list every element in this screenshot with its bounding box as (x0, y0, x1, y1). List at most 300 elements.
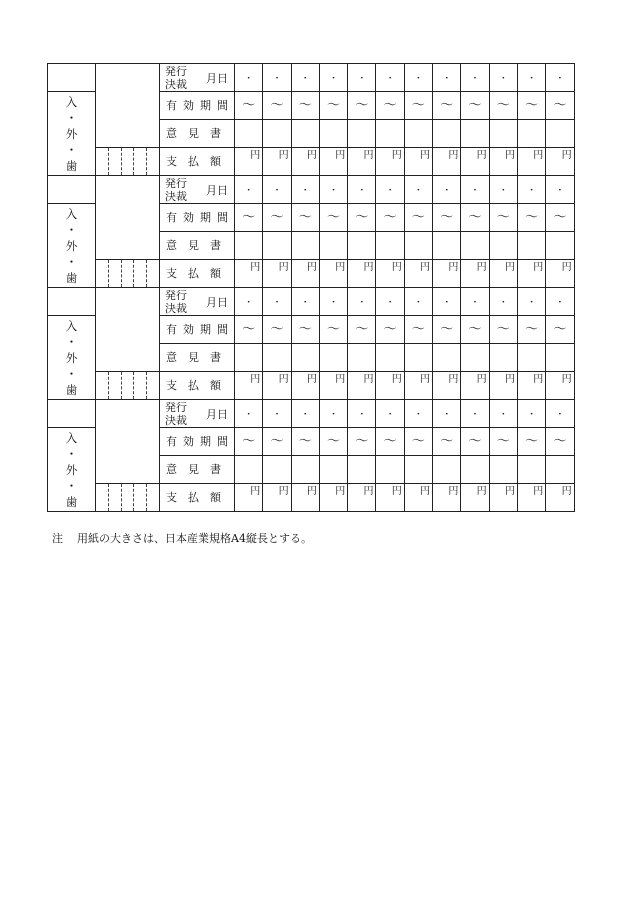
payment-amount-cell[interactable] (348, 484, 376, 512)
period-range-mark: 〜 (553, 98, 567, 113)
issue-date-cell[interactable] (263, 64, 291, 92)
opinion-cell[interactable] (263, 232, 291, 260)
issue-date-cell[interactable] (489, 288, 517, 316)
opinion-cell[interactable] (404, 120, 432, 148)
opinion-cell[interactable] (517, 232, 545, 260)
valid-period-cell[interactable] (291, 316, 319, 344)
date-separator-mark: ・ (413, 185, 423, 196)
payment-amount-cell[interactable] (461, 372, 489, 400)
payment-amount-cell[interactable] (517, 372, 545, 400)
payment-amount-cell[interactable] (348, 372, 376, 400)
valid-period-cell[interactable] (235, 204, 263, 232)
payment-amount-cell[interactable] (319, 260, 347, 288)
payment-amount-cell[interactable] (546, 148, 574, 176)
date-separator-mark: ・ (357, 73, 367, 84)
code-digit-box[interactable] (122, 372, 135, 399)
yen-unit: 円 (250, 262, 261, 273)
date-separator-mark: ・ (329, 73, 339, 84)
yen-unit: 円 (448, 262, 459, 273)
valid-period-cell[interactable] (489, 204, 517, 232)
date-separator-mark: ・ (272, 297, 282, 308)
date-separator-mark: ・ (470, 297, 480, 308)
code-digit-boxes[interactable] (96, 260, 160, 288)
valid-period-cell[interactable] (376, 428, 404, 456)
opinion-cell[interactable] (517, 456, 545, 484)
opinion-label: 意見書 (160, 456, 235, 484)
date-separator-mark: ・ (442, 409, 452, 420)
category-label: 入 ・ 外 ・ 歯 (65, 94, 78, 173)
period-range-mark: 〜 (383, 322, 397, 337)
code-digit-box[interactable] (134, 484, 147, 511)
code-digit-box[interactable] (109, 148, 122, 175)
period-range-mark: 〜 (327, 322, 341, 337)
issue-date-cell[interactable] (319, 400, 347, 428)
opinion-cell[interactable] (291, 120, 319, 148)
valid-period-cell[interactable] (489, 316, 517, 344)
opinion-cell[interactable] (348, 344, 376, 372)
opinion-cell[interactable] (348, 456, 376, 484)
code-digit-box[interactable] (96, 484, 109, 511)
issue-date-cell[interactable] (235, 64, 263, 92)
valid-period-cell[interactable] (376, 316, 404, 344)
issue-date-cell[interactable] (291, 288, 319, 316)
opinion-cell[interactable] (433, 120, 461, 148)
issue-date-cell[interactable] (517, 64, 545, 92)
payment-amount-cell[interactable] (517, 484, 545, 512)
yen-unit: 円 (335, 150, 346, 161)
issue-date-cell[interactable] (263, 176, 291, 204)
code-digit-box[interactable] (147, 148, 159, 175)
code-digit-boxes[interactable] (96, 484, 160, 512)
issue-date-cell[interactable] (348, 64, 376, 92)
date-separator-mark: ・ (527, 73, 537, 84)
valid-period-cell[interactable] (404, 428, 432, 456)
opinion-cell[interactable] (461, 232, 489, 260)
code-digit-boxes[interactable] (96, 372, 160, 400)
payment-amount-cell[interactable] (433, 260, 461, 288)
valid-period-cell[interactable] (319, 428, 347, 456)
payment-amount-cell[interactable] (489, 372, 517, 400)
yen-unit: 円 (335, 262, 346, 273)
opinion-cell[interactable] (404, 456, 432, 484)
opinion-cell[interactable] (235, 232, 263, 260)
valid-period-cell[interactable] (517, 428, 545, 456)
valid-period-cell[interactable] (235, 92, 263, 120)
valid-period-cell[interactable] (263, 428, 291, 456)
valid-period-cell[interactable] (319, 316, 347, 344)
payment-amount-cell[interactable] (235, 260, 263, 288)
payment-amount-cell[interactable] (461, 148, 489, 176)
payment-amount-cell[interactable] (348, 260, 376, 288)
payment-amount-cell[interactable] (319, 372, 347, 400)
opinion-cell[interactable] (517, 120, 545, 148)
payment-amount-cell[interactable] (404, 260, 432, 288)
issue-date-cell[interactable] (489, 176, 517, 204)
issue-date-cell[interactable] (291, 64, 319, 92)
issue-date-cell[interactable] (461, 288, 489, 316)
yen-unit: 円 (250, 150, 261, 161)
issue-date-cell[interactable] (235, 400, 263, 428)
issue-date-cell[interactable] (489, 400, 517, 428)
valid-period-cell[interactable] (263, 204, 291, 232)
valid-period-cell[interactable] (376, 92, 404, 120)
date-separator-mark: ・ (385, 409, 395, 420)
issue-date-cell[interactable] (433, 400, 461, 428)
payment-amount-cell[interactable] (376, 260, 404, 288)
yen-unit: 円 (306, 486, 317, 497)
opinion-cell[interactable] (319, 232, 347, 260)
yen-unit: 円 (504, 262, 515, 273)
period-range-mark: 〜 (496, 210, 510, 225)
issue-date-label (160, 288, 235, 316)
yen-unit: 円 (306, 374, 317, 385)
opinion-cell[interactable] (433, 232, 461, 260)
payment-amount-cell[interactable] (263, 148, 291, 176)
issue-date-cell[interactable] (376, 64, 404, 92)
issue-date-cell[interactable] (404, 400, 432, 428)
payment-amount-cell[interactable] (517, 148, 545, 176)
valid-period-cell[interactable] (517, 316, 545, 344)
valid-period-cell[interactable] (263, 316, 291, 344)
payment-amount-cell[interactable] (376, 148, 404, 176)
issue-date-cell[interactable] (404, 288, 432, 316)
valid-period-cell[interactable] (291, 92, 319, 120)
valid-period-cell[interactable] (348, 428, 376, 456)
opinion-cell[interactable] (291, 344, 319, 372)
yen-unit: 円 (278, 262, 289, 273)
payment-amount-cell[interactable] (376, 372, 404, 400)
date-separator-mark: ・ (244, 409, 254, 420)
valid-period-cell[interactable] (433, 204, 461, 232)
yen-unit: 円 (448, 374, 459, 385)
month-day-label-text: 月日 (206, 408, 228, 421)
valid-period-cell[interactable] (376, 204, 404, 232)
valid-period-cell[interactable] (461, 92, 489, 120)
issue-date-cell[interactable] (319, 64, 347, 92)
payment-amount-cell[interactable] (433, 484, 461, 512)
opinion-cell[interactable] (291, 456, 319, 484)
opinion-cell[interactable] (404, 232, 432, 260)
code-digit-box[interactable] (122, 148, 135, 175)
opinion-cell[interactable] (461, 120, 489, 148)
issue-date-cell[interactable] (376, 288, 404, 316)
payment-amount-cell[interactable] (235, 484, 263, 512)
opinion-cell[interactable] (489, 456, 517, 484)
period-range-mark: 〜 (468, 322, 482, 337)
opinion-cell[interactable] (433, 344, 461, 372)
issue-date-cell[interactable] (319, 176, 347, 204)
period-range-mark: 〜 (383, 98, 397, 113)
yen-unit: 円 (278, 150, 289, 161)
payment-amount-cell[interactable] (461, 484, 489, 512)
yen-unit: 円 (561, 150, 572, 161)
code-digit-box[interactable] (122, 260, 135, 287)
opinion-cell[interactable] (489, 232, 517, 260)
issue-date-cell[interactable] (348, 176, 376, 204)
payment-amount-cell[interactable] (489, 148, 517, 176)
opinion-label: 意見書 (160, 120, 235, 148)
opinion-cell[interactable] (546, 232, 574, 260)
footnote (52, 530, 312, 546)
payment-amount-cell[interactable] (348, 148, 376, 176)
valid-period-cell[interactable] (319, 204, 347, 232)
period-range-mark: 〜 (270, 210, 284, 225)
code-cell (96, 400, 160, 484)
code-digit-box[interactable] (147, 484, 159, 511)
payment-amount-cell[interactable] (489, 260, 517, 288)
code-digit-box[interactable] (122, 484, 135, 511)
payment-amount-cell[interactable] (433, 148, 461, 176)
issue-date-cell[interactable] (461, 64, 489, 92)
opinion-cell[interactable] (263, 456, 291, 484)
date-separator-mark: ・ (300, 297, 310, 308)
code-digit-box[interactable] (147, 372, 159, 399)
opinion-cell[interactable] (546, 120, 574, 148)
issue-date-cell[interactable] (404, 64, 432, 92)
opinion-cell[interactable] (348, 120, 376, 148)
payment-amount-cell[interactable] (404, 148, 432, 176)
code-digit-box[interactable] (96, 148, 109, 175)
code-digit-box[interactable] (96, 260, 109, 287)
valid-period-cell[interactable] (433, 316, 461, 344)
payment-amount-cell[interactable] (291, 372, 319, 400)
period-range-mark: 〜 (270, 434, 284, 449)
valid-period-cell[interactable] (263, 92, 291, 120)
issue-date-cell[interactable] (489, 64, 517, 92)
valid-period-cell[interactable] (517, 204, 545, 232)
category-label: 入 ・ 外 ・ 歯 (65, 318, 78, 397)
payment-amount-cell[interactable] (433, 372, 461, 400)
period-range-mark: 〜 (355, 98, 369, 113)
payment-amount-cell[interactable] (263, 260, 291, 288)
valid-period-cell[interactable] (404, 92, 432, 120)
date-separator-mark: ・ (470, 73, 480, 84)
date-separator-mark: ・ (300, 185, 310, 196)
payment-amount-cell[interactable] (404, 372, 432, 400)
decision-label-text: 決裁 (165, 414, 187, 427)
valid-period-cell[interactable] (461, 428, 489, 456)
yen-unit: 円 (250, 486, 261, 497)
code-digit-box[interactable] (109, 484, 122, 511)
opinion-cell[interactable] (235, 120, 263, 148)
valid-period-cell[interactable] (546, 428, 574, 456)
period-range-mark: 〜 (468, 434, 482, 449)
date-separator-mark: ・ (357, 297, 367, 308)
issue-date-cell[interactable] (517, 176, 545, 204)
yen-unit: 円 (420, 374, 431, 385)
valid-period-label: 有効期間 (160, 428, 235, 456)
valid-period-cell[interactable] (319, 92, 347, 120)
period-range-mark: 〜 (355, 322, 369, 337)
valid-period-cell[interactable] (489, 428, 517, 456)
opinion-cell[interactable] (319, 120, 347, 148)
block-row-payment (48, 484, 575, 512)
issue-date-cell[interactable] (546, 64, 574, 92)
opinion-cell[interactable] (376, 232, 404, 260)
payment-amount-cell[interactable] (489, 484, 517, 512)
issue-date-cell[interactable] (433, 64, 461, 92)
issue-date-cell[interactable] (319, 288, 347, 316)
opinion-cell[interactable] (404, 344, 432, 372)
block-row-payment (48, 148, 575, 176)
period-range-mark: 〜 (525, 322, 539, 337)
issue-date-label-content (160, 400, 234, 427)
issue-date-cell[interactable] (433, 288, 461, 316)
period-range-mark: 〜 (553, 322, 567, 337)
period-range-mark: 〜 (440, 434, 454, 449)
payment-amount-cell[interactable] (404, 484, 432, 512)
payment-record-table (47, 63, 575, 512)
opinion-cell[interactable] (376, 120, 404, 148)
payment-amount-cell[interactable] (517, 260, 545, 288)
code-digit-box[interactable] (109, 372, 122, 399)
valid-period-cell[interactable] (461, 204, 489, 232)
block-row-issue-date (48, 400, 575, 428)
valid-period-cell[interactable] (546, 204, 574, 232)
valid-period-cell[interactable] (404, 204, 432, 232)
opinion-cell[interactable] (461, 456, 489, 484)
yen-unit: 円 (504, 374, 515, 385)
opinion-cell[interactable] (376, 456, 404, 484)
opinion-cell[interactable] (433, 456, 461, 484)
code-digit-boxes[interactable] (96, 148, 160, 176)
code-cell (96, 288, 160, 372)
opinion-cell[interactable] (517, 344, 545, 372)
yen-unit: 円 (533, 486, 544, 497)
code-digit-box[interactable] (147, 260, 159, 287)
payment-amount-cell[interactable] (319, 148, 347, 176)
payment-amount-cell[interactable] (546, 260, 574, 288)
issue-date-cell[interactable] (235, 288, 263, 316)
opinion-cell[interactable] (489, 344, 517, 372)
yen-unit: 円 (504, 150, 515, 161)
issue-date-cell[interactable] (348, 288, 376, 316)
payment-amount-cell[interactable] (461, 260, 489, 288)
opinion-cell[interactable] (489, 120, 517, 148)
valid-period-cell[interactable] (546, 316, 574, 344)
date-separator-mark: ・ (555, 73, 565, 84)
issue-date-cell[interactable] (376, 176, 404, 204)
opinion-cell[interactable] (235, 344, 263, 372)
issue-date-cell[interactable] (461, 176, 489, 204)
payment-amount-cell[interactable] (263, 484, 291, 512)
payment-amount-cell[interactable] (291, 148, 319, 176)
period-range-mark: 〜 (440, 98, 454, 113)
yen-unit: 円 (250, 374, 261, 385)
valid-period-cell[interactable] (291, 428, 319, 456)
decision-label-text: 決裁 (165, 78, 187, 91)
opinion-cell[interactable] (461, 344, 489, 372)
issue-date-cell[interactable] (546, 176, 574, 204)
category-label: 入 ・ 外 ・ 歯 (65, 430, 78, 509)
issue-date-cell[interactable] (404, 176, 432, 204)
period-range-mark: 〜 (383, 434, 397, 449)
issue-date-cell[interactable] (433, 176, 461, 204)
valid-period-cell[interactable] (235, 316, 263, 344)
opinion-cell[interactable] (263, 344, 291, 372)
opinion-cell[interactable] (319, 344, 347, 372)
code-digit-box[interactable] (134, 148, 147, 175)
valid-period-cell[interactable] (546, 92, 574, 120)
valid-period-cell[interactable] (291, 204, 319, 232)
valid-period-cell[interactable] (433, 92, 461, 120)
period-range-mark: 〜 (553, 434, 567, 449)
category-label-cell (48, 428, 96, 512)
date-separator-mark: ・ (413, 73, 423, 84)
issue-date-cell[interactable] (263, 400, 291, 428)
opinion-cell[interactable] (319, 456, 347, 484)
valid-period-cell[interactable] (461, 316, 489, 344)
period-range-mark: 〜 (468, 98, 482, 113)
date-separator-mark: ・ (555, 297, 565, 308)
period-range-mark: 〜 (355, 210, 369, 225)
opinion-cell[interactable] (235, 456, 263, 484)
date-separator-mark: ・ (244, 297, 254, 308)
issue-date-label (160, 64, 235, 92)
valid-period-cell[interactable] (433, 428, 461, 456)
opinion-cell[interactable] (348, 232, 376, 260)
issue-date-cell[interactable] (235, 176, 263, 204)
code-digit-box[interactable] (134, 372, 147, 399)
issue-date-cell[interactable] (517, 288, 545, 316)
month-day-label-text: 月日 (206, 296, 228, 309)
payment-amount-cell[interactable] (235, 148, 263, 176)
period-range-mark: 〜 (411, 322, 425, 337)
issue-date-cell[interactable] (263, 288, 291, 316)
period-range-mark: 〜 (496, 98, 510, 113)
valid-period-cell[interactable] (348, 316, 376, 344)
code-digit-box[interactable] (96, 372, 109, 399)
period-range-mark: 〜 (327, 434, 341, 449)
yen-unit: 円 (504, 486, 515, 497)
issue-date-cell[interactable] (376, 400, 404, 428)
payment-amount-cell[interactable] (291, 484, 319, 512)
yen-unit: 円 (533, 262, 544, 273)
payment-amount-cell[interactable] (263, 372, 291, 400)
date-separator-mark: ・ (413, 297, 423, 308)
opinion-cell[interactable] (546, 456, 574, 484)
valid-period-cell[interactable] (517, 92, 545, 120)
valid-period-cell[interactable] (348, 204, 376, 232)
opinion-cell[interactable] (263, 120, 291, 148)
issue-date-cell[interactable] (517, 400, 545, 428)
issue-date-cell[interactable] (291, 400, 319, 428)
issue-date-cell[interactable] (348, 400, 376, 428)
payment-amount-cell[interactable] (376, 484, 404, 512)
payment-amount-cell[interactable] (546, 484, 574, 512)
valid-period-cell[interactable] (404, 316, 432, 344)
opinion-cell[interactable] (376, 344, 404, 372)
issue-date-cell[interactable] (461, 400, 489, 428)
valid-period-cell[interactable] (348, 92, 376, 120)
valid-period-cell[interactable] (235, 428, 263, 456)
code-digit-box[interactable] (109, 260, 122, 287)
issue-date-cell[interactable] (546, 288, 574, 316)
code-digit-box[interactable] (134, 260, 147, 287)
payment-amount-cell[interactable] (546, 372, 574, 400)
yen-unit: 円 (448, 486, 459, 497)
issue-date-cell[interactable] (291, 176, 319, 204)
valid-period-cell[interactable] (489, 92, 517, 120)
opinion-cell[interactable] (291, 232, 319, 260)
payment-amount-cell[interactable] (319, 484, 347, 512)
decision-label-text: 決裁 (165, 302, 187, 315)
opinion-label: 意見書 (160, 232, 235, 260)
opinion-cell[interactable] (546, 344, 574, 372)
payment-amount-cell[interactable] (291, 260, 319, 288)
payment-amount-cell[interactable] (235, 372, 263, 400)
issue-date-cell[interactable] (546, 400, 574, 428)
